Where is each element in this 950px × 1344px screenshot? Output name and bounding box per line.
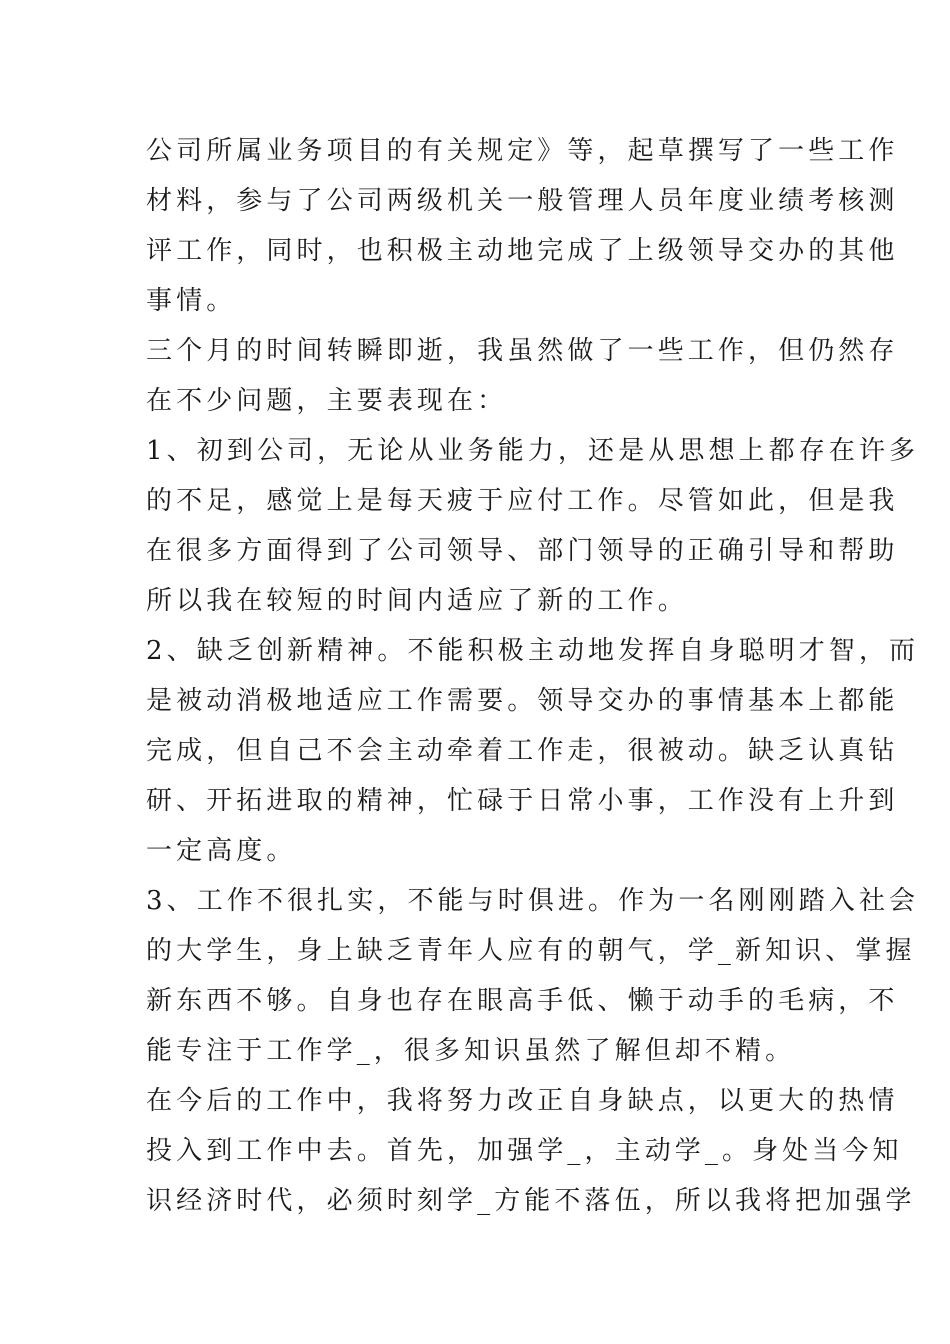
text-line: 的不足，感觉上是每天疲于应付工作。尽管如此，但是我	[146, 486, 899, 516]
text-line: 的大学生，身上缺乏青年人应有的朝气，学_新知识、掌握	[146, 936, 916, 966]
text-line: 识经济时代，必须时刻学_方能不落伍，所以我将把加强学	[146, 1186, 916, 1216]
text-line: 所以我在较短的时间内适应了新的工作。	[146, 586, 688, 616]
text-line: 新东西不够。自身也存在眼高手低、懒于动手的毛病，不	[146, 986, 899, 1016]
text-line: 在不少问题，主要表现在：	[146, 386, 508, 416]
text-line: 3、工作不很扎实，不能与时俱进。作为一名刚刚踏入社会	[146, 886, 920, 916]
text-line: 三个月的时间转瞬即逝，我虽然做了一些工作，但仍然存	[146, 336, 899, 366]
text-line: 研、开拓进取的精神，忙碌于日常小事，工作没有上升到	[146, 786, 899, 816]
text-line: 1、初到公司，无论从业务能力，还是从思想上都存在许多	[146, 436, 920, 466]
text-line: 是被动消极地适应工作需要。领导交办的事情基本上都能	[146, 686, 899, 716]
text-line: 事情。	[146, 286, 237, 316]
text-line: 在很多方面得到了公司领导、部门领导的正确引导和帮助	[146, 536, 899, 566]
text-line: 在今后的工作中，我将努力改正自身缺点，以更大的热情	[146, 1086, 899, 1116]
text-line: 公司所属业务项目的有关规定》等，起草撰写了一些工作	[146, 136, 899, 166]
text-line: 2、缺乏创新精神。不能积极主动地发挥自身聪明才智，而	[146, 636, 920, 666]
text-line: 一定高度。	[146, 836, 297, 866]
text-line: 评工作，同时，也积极主动地完成了上级领导交办的其他	[146, 236, 899, 266]
text-line: 材料，参与了公司两级机关一般管理人员年度业绩考核测	[146, 186, 899, 216]
text-line: 能专注于工作学_，很多知识虽然了解但却不精。	[146, 1036, 796, 1066]
text-line: 完成，但自己不会主动牵着工作走，很被动。缺乏认真钻	[146, 736, 899, 766]
text-line: 投入到工作中去。首先，加强学_，主动学_。身处当今知	[146, 1136, 903, 1166]
